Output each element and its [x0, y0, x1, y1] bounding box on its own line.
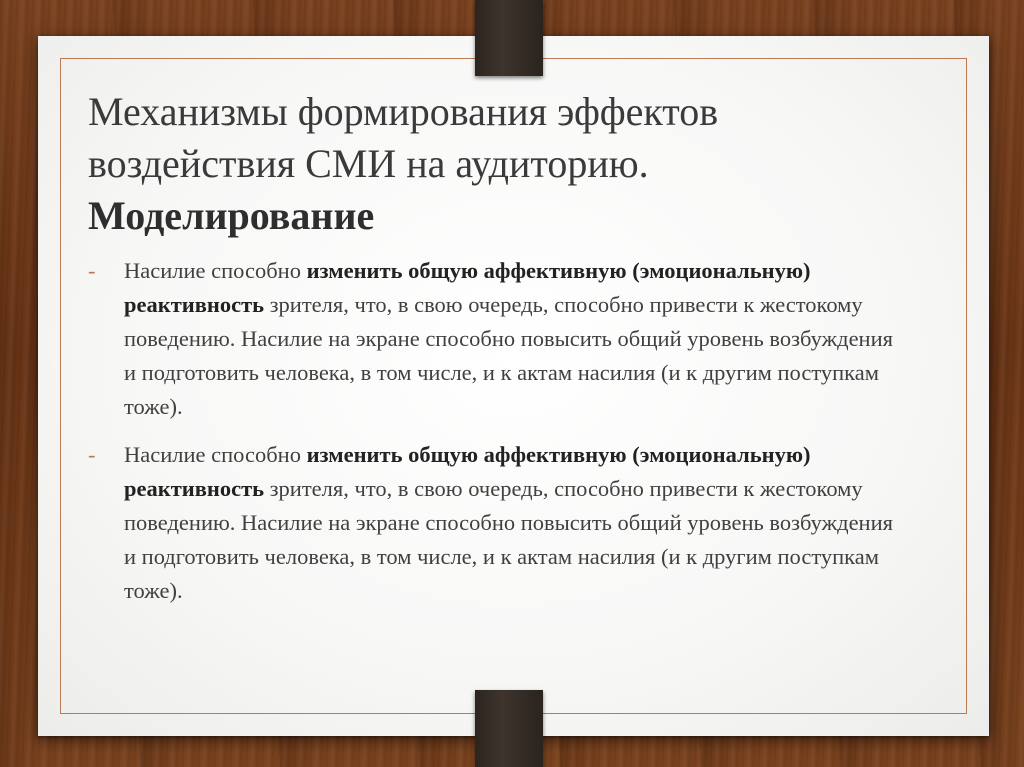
title-line-2: воздействия СМИ на аудиторию. [88, 141, 649, 186]
bullet-text-before: Насилие способно [124, 258, 307, 283]
bullet-item [88, 438, 908, 608]
bullet-dash-marker: - [88, 258, 96, 283]
top-binder-clip [475, 0, 543, 76]
bullet-dash-marker: - [88, 442, 96, 467]
title-bold-line: Моделирование [88, 193, 375, 238]
title-line-1: Механизмы формирования эффектов [88, 89, 719, 134]
bullet-text-after: зрителя, что, в свою очередь, способно привести к жестокому поведению. Насилие на экране способно повысить общий уровень возбуждения и подготовить человека, в том числе, и к актам насилия (и к другим поступкам тоже). [124, 292, 893, 419]
bullet-text-bold: изменить общую аффективную (эмоциональную) реактивность [124, 442, 811, 501]
bullet-text-before: Насилие способно [124, 442, 307, 467]
bottom-binder-clip [475, 690, 543, 767]
bullet-list [88, 254, 908, 622]
bullet-text-after: зрителя, что, в свою очередь, способно привести к жестокому поведению. Насилие на экране способно повысить общий уровень возбуждения и подготовить человека, в том числе, и к актам насилия (и к другим поступкам тоже). [124, 476, 893, 603]
slide-title [88, 86, 908, 242]
bullet-item [88, 254, 908, 424]
bullet-text-bold: изменить общую аффективную (эмоциональную) реактивность [124, 258, 811, 317]
